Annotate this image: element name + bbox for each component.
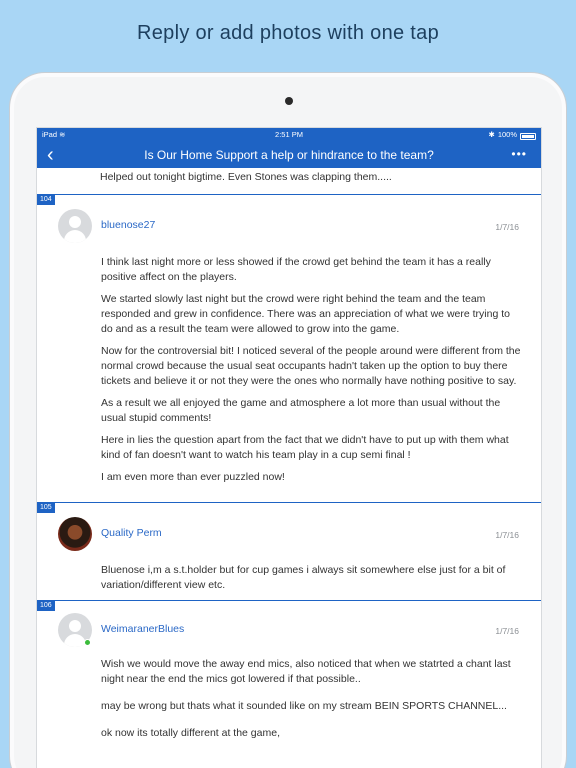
post-paragraph: I am even more than ever puzzled now! — [101, 471, 285, 483]
previous-post-text: Helped out tonight bigtime. Even Stones was clapping them..... — [100, 171, 392, 183]
bluetooth-icon: ✱ — [488, 130, 495, 139]
post-username[interactable]: WeimaranerBlues — [101, 623, 185, 635]
status-time: 2:51 PM — [275, 130, 303, 139]
post-paragraph: Now for the controversial bit! I noticed several of the people around were different from the normal crowd because the usual seat occupants hadn't taken up the option to buy there tickets and believe it or not they were the ones who normally have nothing positive to say. — [101, 345, 521, 387]
post-number: 105 — [37, 502, 55, 513]
post-106 — [37, 600, 541, 768]
back-chevron-icon[interactable]: ‹ — [47, 144, 54, 166]
more-options-icon[interactable]: ••• — [511, 147, 527, 161]
wifi-icon: ≋ — [59, 130, 66, 139]
battery-icon — [520, 133, 536, 140]
post-date: 1/7/16 — [495, 222, 519, 232]
post-paragraph: As a result we all enjoyed the game and atmosphere a lot more than usual without the usual stupid comments! — [101, 397, 501, 424]
post-paragraph: Here in lies the question apart from the fact that we didn't have to put up with them what kind of fan doesn't want to watch his team play in a cup semi final ! — [101, 434, 509, 461]
post-date: 1/7/16 — [495, 530, 519, 540]
thread-title: Is Our Home Support a help or hindrance to the team? — [144, 148, 434, 162]
promo-caption: Reply or add photos with one tap — [136, 22, 439, 44]
post-104 — [37, 194, 541, 502]
post-number: 104 — [37, 194, 55, 205]
post-105 — [37, 502, 541, 600]
post-paragraph: I think last night more or less showed if the crowd get behind the team it has a really positive affect on the players. — [101, 256, 491, 283]
post-username[interactable]: bluenose27 — [101, 219, 156, 231]
post-body — [101, 657, 521, 748]
post-date: 1/7/16 — [495, 626, 519, 636]
post-paragraph: may be wrong but thats what it sounded like on my stream BEIN SPORTS CHANNEL... — [101, 700, 507, 712]
status-bar — [37, 128, 541, 142]
post-paragraph: Wish we would move the away end mics, also noticed that when we statrted a chant last night near the end the mics got lowered if that possible.. — [101, 658, 511, 685]
post-paragraph: ok now its totally different at the game, — [101, 727, 280, 739]
ipad-frame — [9, 72, 567, 768]
post-number: 106 — [37, 600, 55, 611]
status-carrier: iPad ≋ — [42, 130, 66, 139]
post-paragraph: Bluenose i,m a s.t.holder but for cup games i always sit somewhere else just for a bit of variation/different view etc. — [101, 564, 506, 591]
camera-dot — [285, 97, 293, 105]
post-paragraph: We started slowly last night but the crowd were right behind the team and the team responded and grew in confidence. There was an appreciation of what we were trying to do and as a result the team were allowed to grow into the game. — [101, 293, 510, 335]
nav-bar — [37, 142, 541, 168]
app-screen — [36, 127, 542, 768]
post-username[interactable]: Quality Perm — [101, 527, 162, 539]
avatar[interactable] — [58, 209, 92, 243]
thread-content[interactable] — [37, 168, 541, 768]
avatar[interactable] — [58, 517, 92, 551]
post-body — [101, 563, 521, 600]
post-body — [101, 255, 521, 492]
online-status-icon — [84, 639, 91, 646]
status-battery: ✱ 100% — [489, 130, 536, 139]
